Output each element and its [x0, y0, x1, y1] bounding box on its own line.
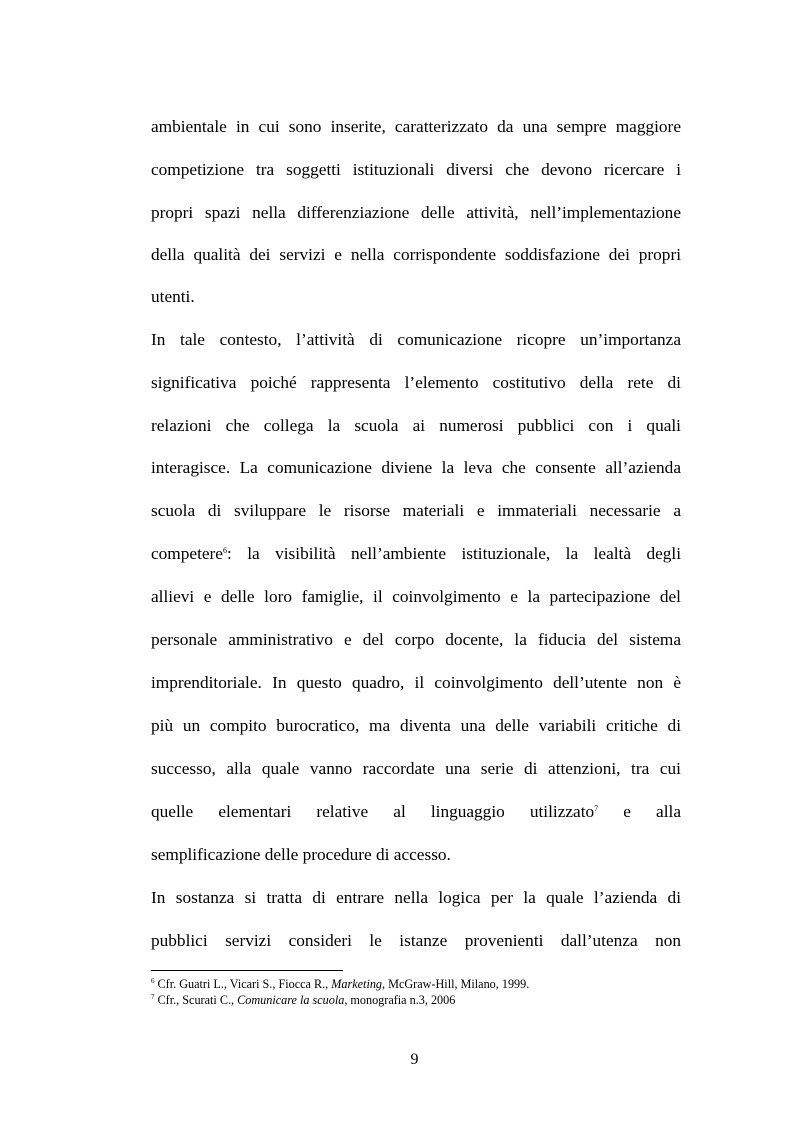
text-segment: : la visibilità nell’ambiente istituzionale, la lealtà degli — [226, 544, 681, 563]
text-line: In sostanza si tratta di entrare nella logica per la quale l’azienda di — [151, 888, 681, 907]
text-line: utenti. — [151, 287, 195, 306]
text-line: pubblici servizi consideri le istanze provenienti dall’utenza non — [151, 931, 681, 950]
footnote-separator — [151, 970, 343, 971]
text-line — [151, 542, 681, 566]
footnote-text: Cfr., Scurati C., — [154, 993, 238, 1007]
text-line: successo, alla quale vanno raccordate una serie di attenzioni, tra cui — [151, 759, 681, 778]
page-number: 9 — [410, 1051, 419, 1068]
text-segment: quelle elementari relative al linguaggio utilizzato — [151, 802, 595, 821]
footnote-text: Cfr. Guatri L., Vicari S., Fiocca R., — [154, 977, 332, 991]
text-line: più un compito burocratico, ma diventa una delle variabili critiche di — [151, 716, 681, 735]
text-line: significativa poiché rappresenta l’elemento costitutivo della rete di — [151, 373, 681, 392]
text-segment: competere — [151, 544, 223, 563]
footnote-ref: 6 — [222, 546, 227, 555]
footnote-text: , McGraw-Hill, Milano, 1999. — [382, 977, 530, 991]
footnote — [151, 993, 681, 1008]
text-line: ambientale in cui sono inserite, caratterizzato da una sempre maggiore — [151, 117, 681, 136]
text-line: propri spazi nella differenziazione delle attività, nell’implementazione — [151, 203, 681, 222]
text-line: imprenditoriale. In questo quadro, il coinvolgimento dell’utente non è — [151, 673, 681, 692]
text-line: allievi e delle loro famiglie, il coinvolgimento e la partecipazione del — [151, 587, 681, 606]
text-line: interagisce. La comunicazione diviene la leva che consente all’azienda — [151, 458, 681, 477]
footnote-text: , monografia n.3, 2006 — [344, 993, 456, 1007]
text-line: personale amministrativo e del corpo docente, la fiducia del sistema — [151, 630, 681, 649]
footnote-number: 6 — [151, 977, 155, 985]
text-line: In tale contesto, l’attività di comunicazione ricopre un’importanza — [151, 330, 681, 349]
text-line: della qualità dei servizi e nella corrispondente soddisfazione dei propri — [151, 245, 681, 264]
footnote — [151, 977, 681, 992]
footnote-ref: 7 — [594, 804, 599, 813]
footnote-title: Marketing — [331, 977, 383, 991]
text-line: semplificazione delle procedure di accesso. — [151, 845, 451, 864]
text-line — [151, 800, 681, 824]
footnote-title: Comunicare la scuola — [237, 993, 345, 1007]
text-segment: e alla — [598, 802, 681, 821]
text-line: relazioni che collega la scuola ai numerosi pubblici con i quali — [151, 416, 681, 435]
text-line: scuola di sviluppare le risorse materiali e immateriali necessarie a — [151, 501, 681, 520]
footnote-number: 7 — [151, 993, 155, 1001]
text-line: competizione tra soggetti istituzionali diversi che devono ricercare i — [151, 160, 681, 179]
